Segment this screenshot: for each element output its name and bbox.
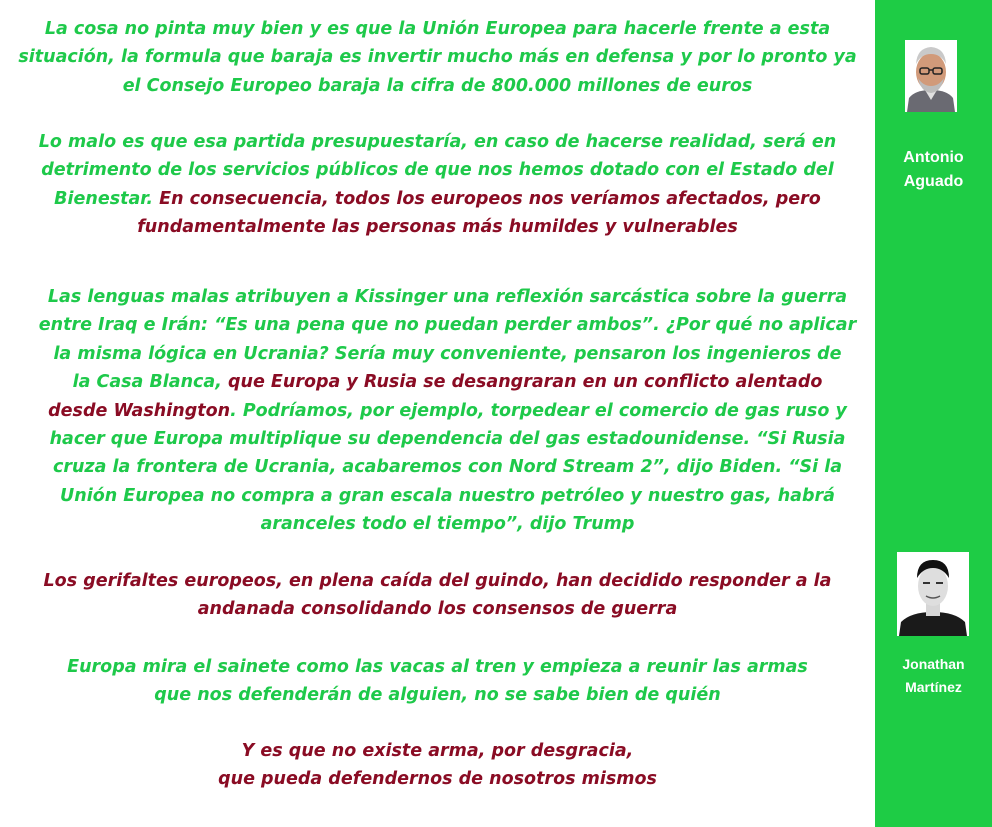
author-name-antonio[interactable]: [875, 146, 992, 194]
text-segment-red: desde Washington: [48, 400, 231, 421]
text-line: hacer que Europa multiplique su dependencia del gas estadounidense. “Si Rusia: [49, 429, 846, 450]
text-line: Europa mira el sainete como las vacas al tren y empieza a reunir las armas: [67, 657, 808, 677]
text-line: cruza la frontera de Ucrania, acabaremos con Nord Stream 2”, dijo Biden. “Si la: [52, 457, 843, 478]
text-segment-red: En consecuencia, todos los europeos nos veríamos afectados, pero: [159, 188, 821, 209]
text-segment-green: Bienestar.: [54, 188, 160, 209]
text-segment-green: . Podríamos, por ejemplo, torpedear el comercio de gas ruso y: [230, 400, 847, 421]
text-line: que pueda defendernos de nosotros mismos: [218, 769, 657, 790]
author-last-name: Martínez: [905, 679, 962, 695]
text-line: entre Iraq e Irán: “Es una pena que no puedan perder ambos”. ¿Por qué no aplicar: [38, 315, 857, 336]
text-line-mixed: [0, 185, 875, 213]
paragraph-2: [0, 128, 875, 242]
person-photo-icon: [897, 552, 969, 636]
paragraph-4: [0, 567, 875, 624]
authors-sidebar: [875, 0, 992, 827]
text-line: La cosa no pinta muy bien y es que la Unión Europea para hacerle frente a esta: [44, 19, 831, 39]
text-line: Unión Europea no compra a gran escala nuestro petróleo y nuestro gas, habrá: [60, 485, 835, 506]
text-line: Lo malo es que esa partida presupuestaría, en caso de hacerse realidad, será en: [38, 132, 837, 152]
author-first-name: Antonio: [903, 149, 964, 166]
author-avatar-jonathan[interactable]: [897, 552, 969, 636]
text-line: el Consejo Europeo baraja la cifra de 800.000 millones de euros: [122, 75, 753, 96]
text-line: fundamentalmente las personas más humildes y vulnerables: [137, 217, 738, 238]
text-line: que nos defenderán de alguien, no se sabe bien de quién: [154, 685, 721, 706]
person-photo-icon: [905, 40, 957, 112]
text-line: Y es que no existe arma, por desgracia,: [241, 741, 634, 761]
paragraph-3: [10, 283, 875, 539]
text-line: aranceles todo el tiempo”, dijo Trump: [260, 514, 635, 535]
text-segment-red: que Europa y Rusia se desangraran en un conflicto alentado: [227, 372, 823, 393]
text-line: Los gerifaltes europeos, en plena caída del guindo, han decidido responder a la: [43, 571, 832, 591]
paragraph-1: [0, 15, 875, 100]
paragraph-5: [0, 653, 875, 710]
text-line-mixed: [10, 368, 875, 396]
text-segment-green: la Casa Blanca,: [72, 372, 228, 393]
text-line: Las lenguas malas atribuyen a Kissinger una reflexión sarcástica sobre la guerra: [47, 287, 848, 307]
text-line: la misma lógica en Ucrania? Sería muy conveniente, pensaron los ingenieros de: [53, 343, 842, 364]
paragraph-6: [0, 737, 875, 794]
text-line: detrimento de los servicios públicos de que nos hemos dotado con el Estado del: [41, 160, 834, 181]
author-first-name: Jonathan: [902, 656, 965, 672]
author-avatar-antonio[interactable]: [905, 40, 957, 112]
text-line-mixed: [10, 397, 875, 425]
text-line: andanada consolidando los consensos de guerra: [197, 599, 678, 620]
text-line: situación, la formula que baraja es invertir mucho más en defensa y por lo pronto ya: [18, 47, 857, 68]
author-last-name: Aguado: [903, 173, 964, 190]
author-name-jonathan[interactable]: [875, 653, 992, 699]
